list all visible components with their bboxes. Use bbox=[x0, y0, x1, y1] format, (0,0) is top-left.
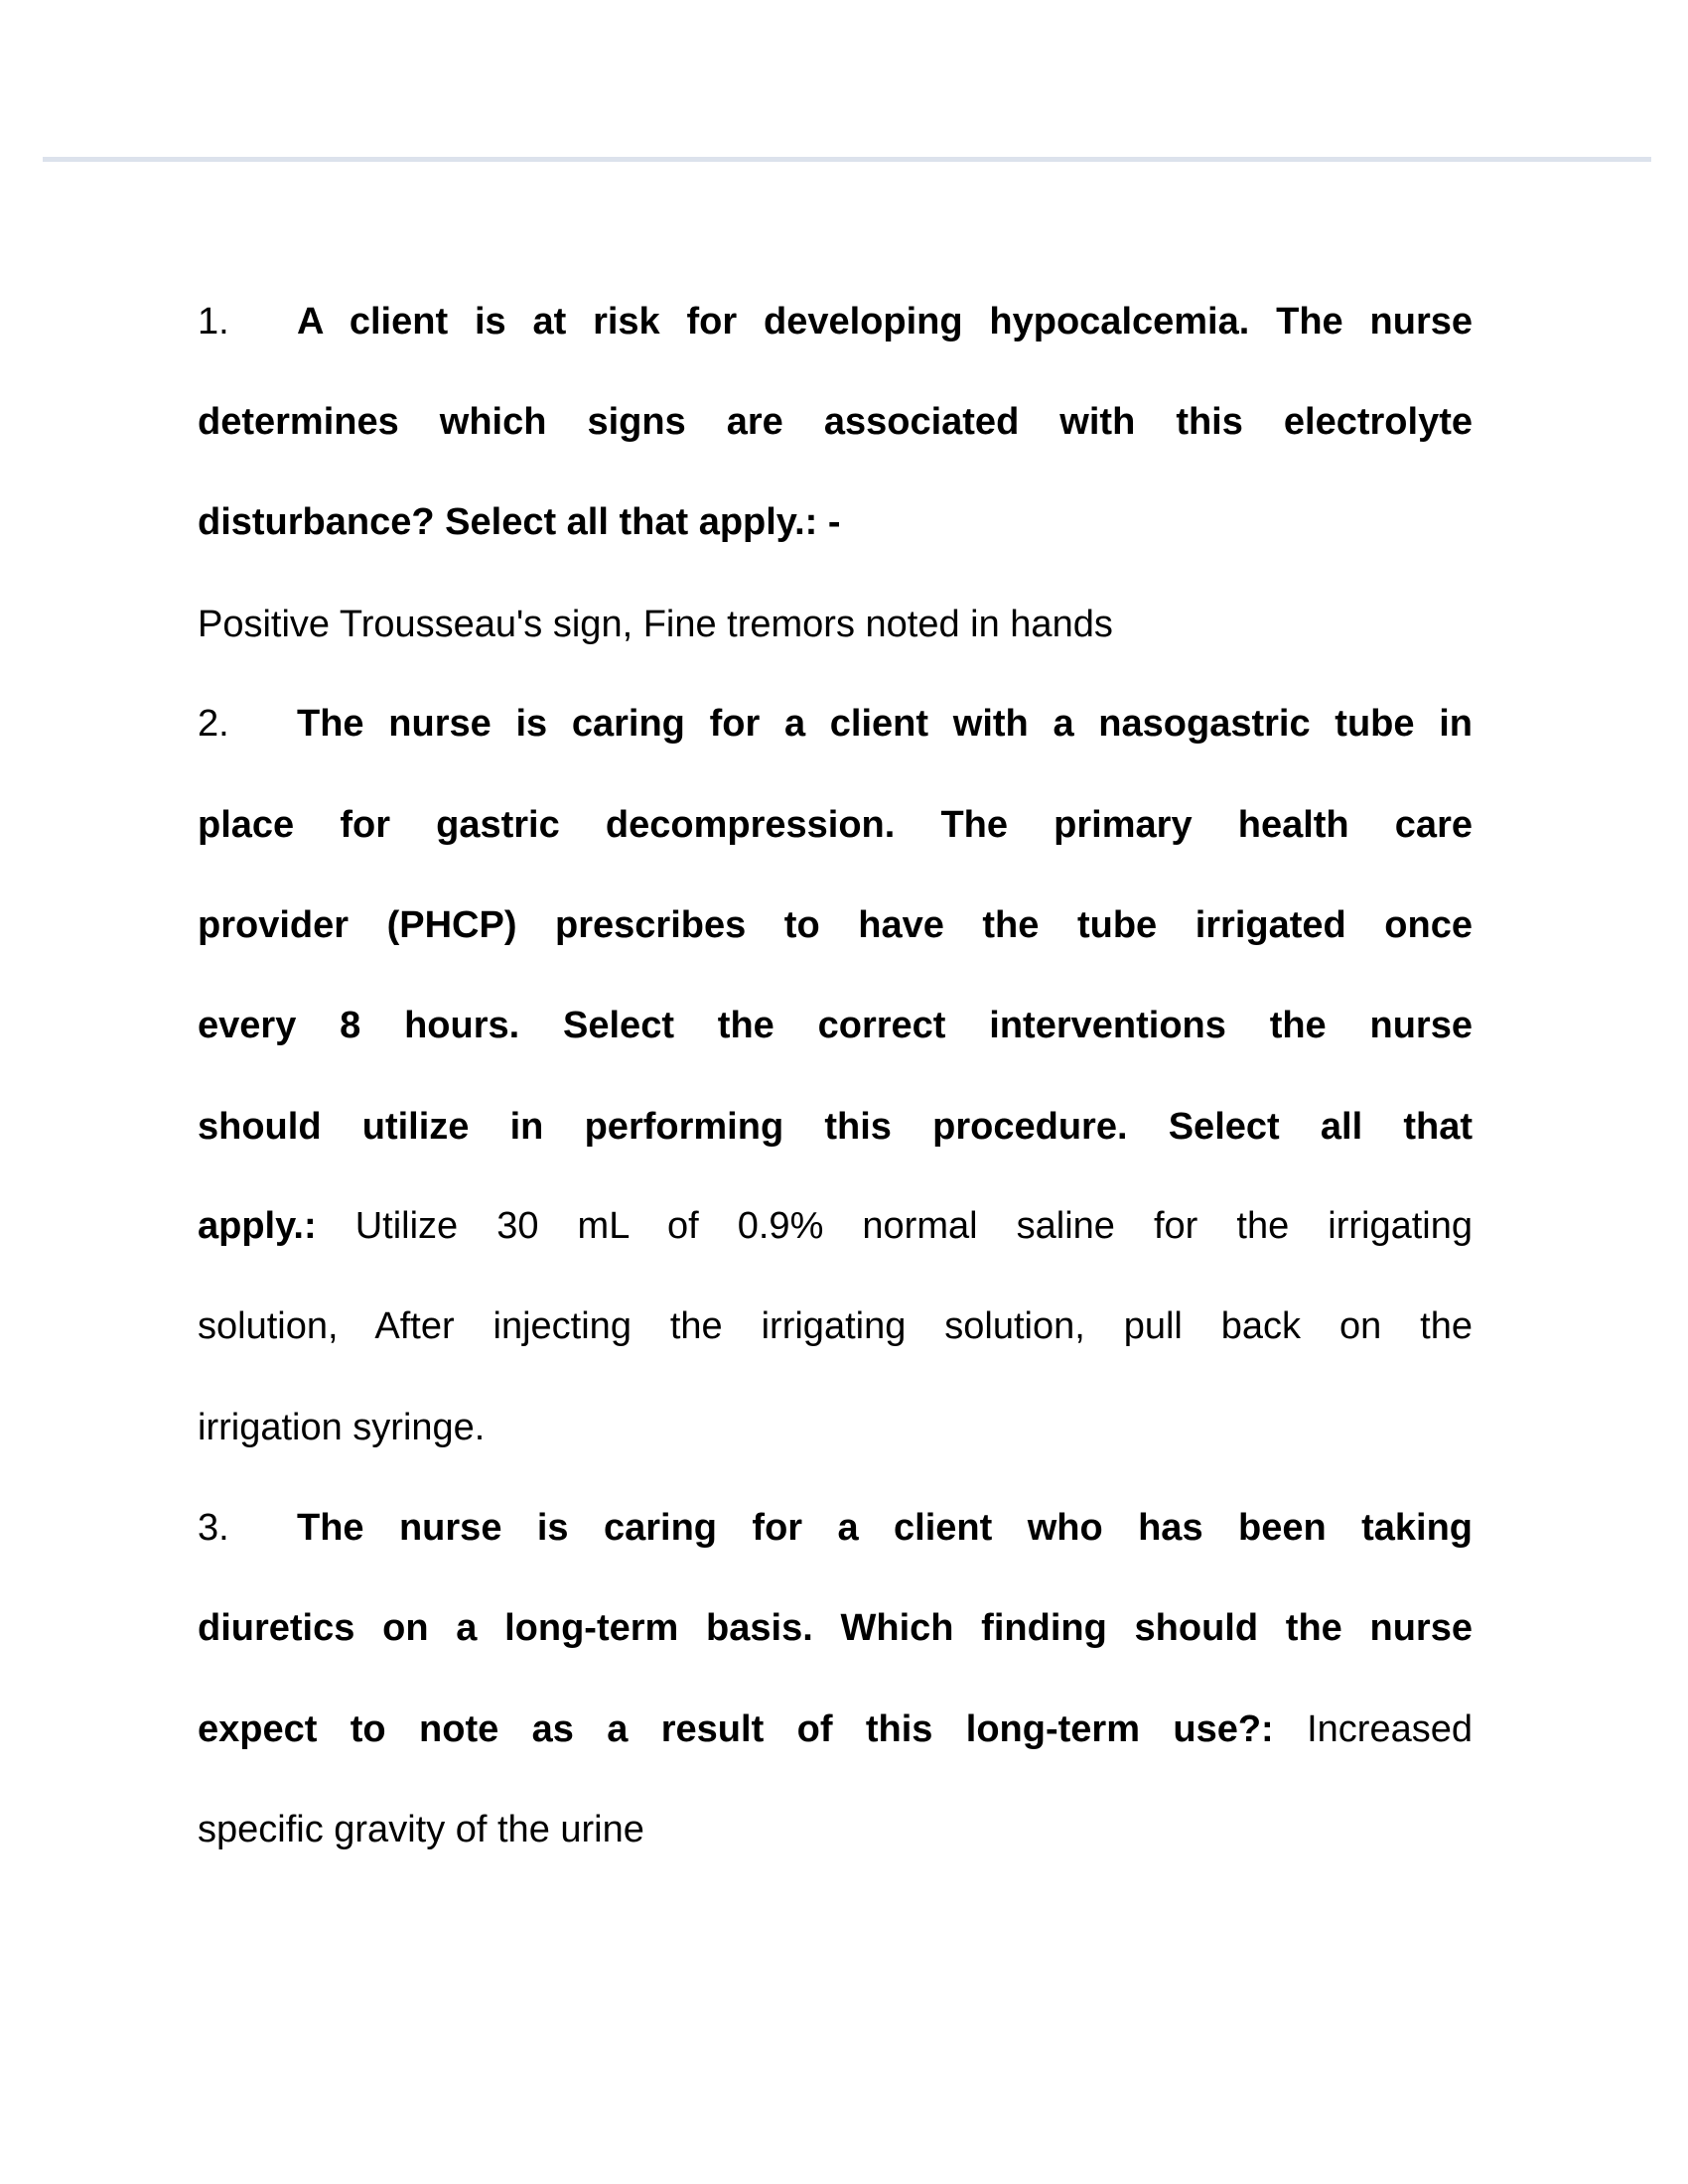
question-number: 3. bbox=[198, 1507, 229, 1549]
question-text-line bbox=[198, 1406, 1473, 1449]
question-text: The nurse is caring for a client with a nasogastric tube in bbox=[297, 703, 1473, 745]
question-text: place for gastric decompression. The primary health care bbox=[198, 804, 1473, 846]
question-text-line bbox=[198, 1304, 1473, 1348]
question-text-line bbox=[297, 1506, 1473, 1550]
question-text: every 8 hours. Select the correct interventions the nurse bbox=[198, 1005, 1473, 1046]
question-text: The nurse is caring for a client who has been taking bbox=[297, 1507, 1473, 1549]
question-text-line bbox=[198, 803, 1473, 847]
answer-text: irrigation syringe. bbox=[198, 1407, 486, 1448]
answer-text: Increased bbox=[1273, 1708, 1473, 1750]
answer-text: Positive Trousseau's sign, Fine tremors noted in hands bbox=[198, 604, 1113, 645]
question-text-line bbox=[198, 1808, 1473, 1851]
question-text-line bbox=[198, 1105, 1473, 1149]
question-text-line bbox=[198, 1606, 1473, 1650]
question-text: expect to note as a result of this long-term use?: bbox=[198, 1708, 1274, 1750]
question-text: determines which signs are associated with this electrolyte bbox=[198, 401, 1473, 443]
question-text: diuretics on a long-term basis. Which finding should the nurse bbox=[198, 1607, 1473, 1649]
question-text-line bbox=[198, 500, 1473, 544]
question-text-line bbox=[198, 1707, 1473, 1751]
answer-text: specific gravity of the urine bbox=[198, 1809, 644, 1850]
question-text-line bbox=[297, 300, 1473, 343]
question-text-line bbox=[198, 603, 1473, 646]
question-text-line bbox=[198, 1204, 1473, 1248]
question-text-line bbox=[198, 1004, 1473, 1047]
answer-text: solution, After injecting the irrigating solution, pull back on the bbox=[198, 1305, 1473, 1347]
header-divider bbox=[43, 157, 1651, 162]
question-text: apply.: bbox=[198, 1205, 317, 1247]
question-text: A client is at risk for developing hypocalcemia. The nurse bbox=[297, 301, 1473, 342]
question-text: should utilize in performing this procedure. Select all that bbox=[198, 1106, 1473, 1148]
answer-text: Utilize 30 mL of 0.9% normal saline for the irrigating bbox=[316, 1205, 1473, 1247]
question-text-line bbox=[198, 400, 1473, 444]
question-text: disturbance? Select all that apply.: - bbox=[198, 501, 841, 543]
question-text-line bbox=[198, 903, 1473, 947]
question-text-line bbox=[297, 702, 1473, 746]
question-text: provider (PHCP) prescribes to have the tube irrigated once bbox=[198, 904, 1473, 946]
question-number: 2. bbox=[198, 703, 229, 745]
question-number: 1. bbox=[198, 301, 229, 342]
